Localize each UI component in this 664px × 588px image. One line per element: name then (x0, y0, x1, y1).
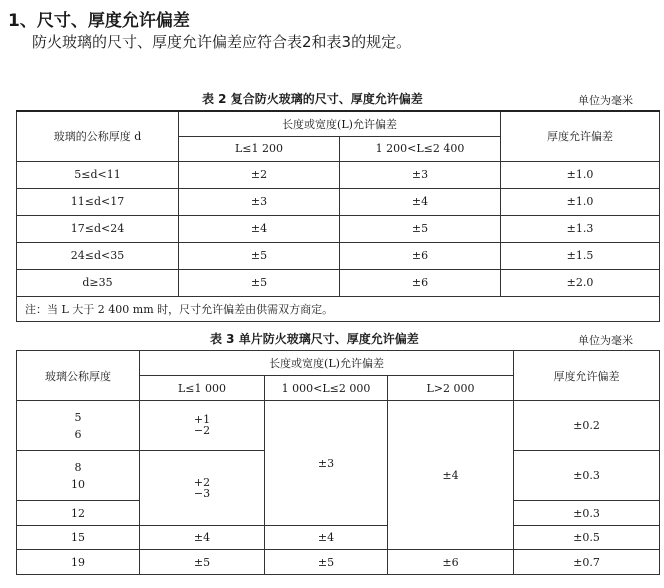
t3-cell-thickness: 12 (17, 501, 140, 526)
table2-unit: 单位为毫米 (578, 94, 633, 107)
t3-header-size-b: 1 000<L≤2 000 (265, 376, 388, 401)
t3-cell-b: ±4 (265, 526, 388, 550)
t2-cell-tol: ±2.0 (501, 269, 660, 296)
t2-header-thickness: 玻璃的公称厚度 d (17, 111, 179, 161)
t2-note: 注：当 L 大于 2 400 mm 时，尺寸允许偏差由供需双方商定。 (17, 296, 660, 321)
t3-cell-c-merged: ±4 (388, 401, 514, 550)
t3-header-tolerance: 厚度允许偏差 (514, 351, 660, 401)
t2-cell-tol: ±1.0 (501, 161, 660, 188)
t2-cell-range: 5≤d<11 (17, 161, 179, 188)
t2-cell-a: ±3 (179, 188, 340, 215)
table3-unit: 单位为毫米 (578, 334, 633, 347)
t2-header-size-group: 长度或宽度(L)允许偏差 (179, 111, 501, 136)
t2-cell-range: 24≤d<35 (17, 242, 179, 269)
t3-cell-tol: ±0.3 (514, 501, 660, 526)
t3-thickness-5: 5 (74, 410, 82, 424)
t3-cell-a: ±4 (140, 526, 265, 550)
section-heading: 1、尺寸、厚度允许偏差 (8, 11, 190, 31)
table-row (17, 215, 660, 242)
t2-cell-range: 11≤d<17 (17, 188, 179, 215)
t3-cell-thickness: 15 (17, 526, 140, 550)
t3-header-size-group: 长度或宽度(L)允许偏差 (140, 351, 514, 376)
table2-caption: 表 2 复合防火玻璃的尺寸、厚度允许偏差 (202, 92, 423, 106)
t3-cell-thickness (17, 401, 140, 451)
t3-cell-a: ±5 (140, 550, 265, 575)
t2-cell-range: d≥35 (17, 269, 179, 296)
table-row (17, 269, 660, 296)
t3-cell-thickness (17, 451, 140, 501)
t3-cell-thickness: 19 (17, 550, 140, 575)
t3-thickness-6: 6 (74, 427, 82, 441)
table3 (16, 350, 660, 575)
table-row (17, 550, 660, 575)
table3-caption: 表 3 单片防火玻璃尺寸、厚度允许偏差 (210, 332, 419, 346)
t2-cell-b: ±5 (340, 215, 501, 242)
t3-a-5-6-lower: −2 (193, 424, 211, 437)
t2-cell-tol: ±1.0 (501, 188, 660, 215)
table2 (16, 110, 660, 322)
t3-header-size-c: L>2 000 (388, 376, 514, 401)
t3-header-size-a: L≤1 000 (140, 376, 265, 401)
intro-text: 防火玻璃的尺寸、厚度允许偏差应符合表2和表3的规定。 (32, 33, 412, 51)
t3-a-8-10-lower: −3 (193, 486, 211, 500)
t3-cell-a (140, 451, 265, 526)
t2-cell-a: ±2 (179, 161, 340, 188)
t3-cell-tol: ±0.5 (514, 526, 660, 550)
t3-header-thickness: 玻璃公称厚度 (17, 351, 140, 401)
table-row (17, 526, 660, 550)
t2-header-size-a: L≤1 200 (179, 136, 340, 161)
t3-cell-a (140, 401, 265, 451)
t2-cell-a: ±5 (179, 269, 340, 296)
t2-header-size-b: 1 200<L≤2 400 (340, 136, 501, 161)
t3-cell-tol: ±0.7 (514, 550, 660, 575)
t2-cell-a: ±4 (179, 215, 340, 242)
table-row (17, 242, 660, 269)
t3-cell-tol: ±0.2 (514, 401, 660, 451)
t2-cell-a: ±5 (179, 242, 340, 269)
table-row (17, 401, 660, 451)
t3-cell-c: ±6 (388, 550, 514, 575)
t2-cell-range: 17≤d<24 (17, 215, 179, 242)
t2-cell-tol: ±1.5 (501, 242, 660, 269)
t3-cell-b: ±5 (265, 550, 388, 575)
t2-header-tolerance: 厚度允许偏差 (501, 111, 660, 161)
t3-a-5-6-upper: +1 (193, 413, 211, 426)
table-row (17, 161, 660, 188)
t3-a-8-10-upper: +2 (193, 475, 211, 489)
t3-cell-tol: ±0.3 (514, 451, 660, 501)
t3-thickness-10: 10 (71, 477, 85, 491)
t2-cell-b: ±6 (340, 242, 501, 269)
t2-cell-b: ±4 (340, 188, 501, 215)
t2-cell-b: ±6 (340, 269, 501, 296)
t3-thickness-8: 8 (74, 460, 82, 474)
t2-cell-b: ±3 (340, 161, 501, 188)
table-row (17, 188, 660, 215)
t3-cell-b-merged: ±3 (265, 401, 388, 526)
t2-cell-tol: ±1.3 (501, 215, 660, 242)
